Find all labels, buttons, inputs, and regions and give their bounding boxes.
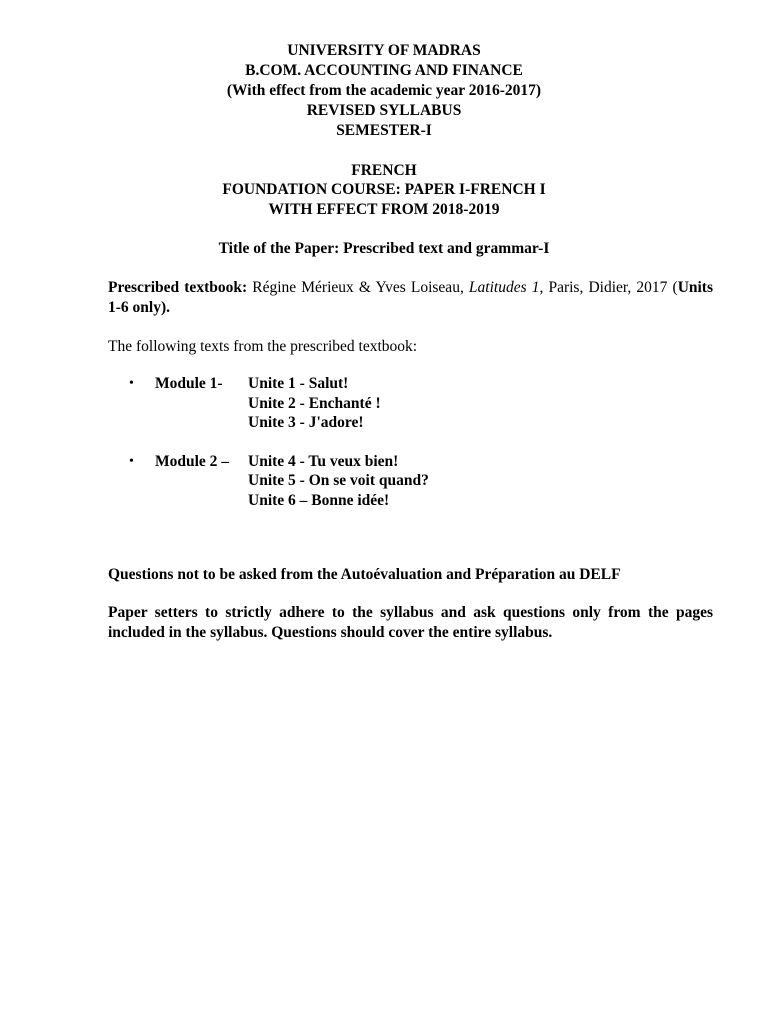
paper-setters-note: Paper setters to strictly adhere to the syllabus and ask questions only from the pages included in the syllabus. Questions should cover the entire syllabus.	[108, 604, 713, 641]
revised-syllabus-heading: REVISED SYLLABUS	[306, 102, 462, 119]
textbook-authors: Régine Mérieux & Yves Loiseau,	[247, 279, 469, 296]
exam-note: Questions not to be asked from the Autoévaluation and Préparation au DELF	[108, 566, 621, 583]
module-2-unit-5: Unite 5 - On se voit quand?	[248, 472, 429, 489]
effect-heading: WITH EFFECT FROM 2018-2019	[268, 201, 500, 218]
textbook-title: Latitudes 1	[468, 279, 540, 296]
bullet-icon: •	[129, 454, 134, 469]
module-2-label: Module 2 –	[155, 453, 230, 470]
textbook-paragraph	[108, 278, 713, 318]
university-name: UNIVERSITY OF MADRAS	[287, 42, 481, 59]
bullet-icon: •	[129, 376, 134, 391]
textbook-publisher: , Paris, Didier, 2017 (	[539, 279, 678, 296]
module-1-unit-3: Unite 3 - J'adore!	[248, 414, 364, 431]
program-name: B.COM. ACCOUNTING AND FINANCE	[245, 62, 523, 79]
textbook-scope: Units 1-6 only).	[108, 279, 714, 316]
module-2-unit-4: Unite 4 - Tu veux bien!	[248, 453, 399, 470]
module-1-label: Module 1-	[155, 375, 223, 392]
paper-heading: FOUNDATION COURSE: PAPER I-FRENCH I	[222, 181, 546, 198]
subject-heading: FRENCH	[351, 162, 417, 179]
semester-heading: SEMESTER-I	[336, 122, 432, 139]
paper-title: Title of the Paper: Prescribed text and grammar-I	[218, 240, 550, 257]
module-1-unit-2: Unite 2 - Enchanté !	[248, 395, 381, 412]
intro-text: The following texts from the prescribed textbook:	[108, 338, 418, 355]
academic-year-note: (With effect from the academic year 2016-2017)	[226, 82, 542, 99]
module-1-unit-1: Unite 1 - Salut!	[248, 375, 349, 392]
textbook-label: Prescribed textbook:	[108, 279, 248, 296]
module-2-unit-6: Unite 6 – Bonne idée!	[248, 492, 390, 509]
